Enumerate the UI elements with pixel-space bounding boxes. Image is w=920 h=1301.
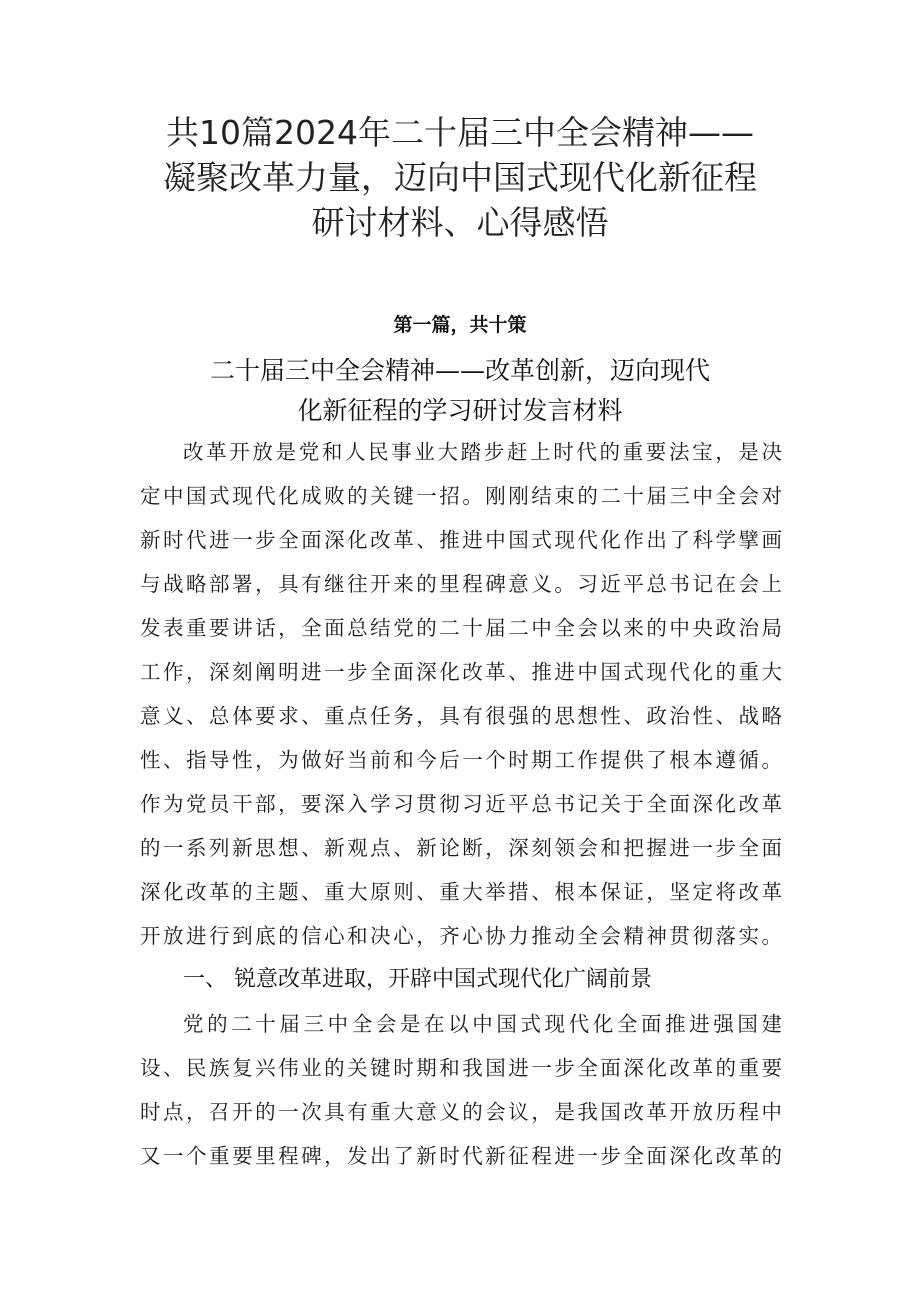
- paragraph-line: 性、指导性，为做好当前和今后一个时期工作提供了根本遵循。: [140, 748, 782, 772]
- paragraph-line: 开放进行到底的信心和决心，齐心协力推动全会精神贯彻落实。: [140, 924, 782, 948]
- document-title-line: 凝聚改革力量，迈向中国式现代化新征程: [163, 158, 757, 197]
- paragraph-line: 工作，深刻阐明进一步全面深化改革、推进中国式现代化的重大: [140, 660, 782, 684]
- paragraph-line: 党的二十届三中全会是在以中国式现代化全面推进强国建: [183, 1012, 782, 1036]
- paragraph-line: 深化改革的主题、重大原则、重大举措、根本保证，坚定将改革: [140, 880, 782, 904]
- paragraph-line: 时点，召开的一次具有重大意义的会议，是我国改革开放历程中: [140, 1100, 782, 1124]
- document-title: [100, 110, 820, 245]
- paragraph-line: 发表重要讲话，全面总结党的二十届二中全会以来的中央政治局: [140, 616, 782, 640]
- section-heading: 一、 锐意改革进取，开辟中国式现代化广阔前景: [183, 967, 652, 992]
- paragraph-line: 又一个重要里程碑，发出了新时代新征程进一步全面深化改革的: [140, 1144, 782, 1168]
- part-label: 第一篇，共十策: [393, 314, 527, 336]
- paragraph-line: 设、民族复兴伟业的关键时期和我国进一步全面深化改革的重要: [140, 1056, 782, 1080]
- paragraph-line: 与战略部署，具有继往开来的里程碑意义。习近平总书记在会上: [140, 572, 782, 596]
- paragraph-line: 改革开放是党和人民事业大踏步赶上时代的重要法宝，是决: [183, 440, 782, 464]
- paragraph-line: 作为党员干部，要深入学习贯彻习近平总书记关于全面深化改革: [140, 792, 782, 816]
- paragraph-line: 的一系列新思想、新观点、新论断，深刻领会和把握进一步全面: [140, 836, 782, 860]
- section-title: [140, 351, 780, 431]
- section-title-line: 化新征程的学习研讨发言材料: [297, 396, 623, 425]
- section-title-line: 二十届三中全会精神——改革创新，迈向现代: [209, 356, 710, 385]
- paragraph-line: 意义、总体要求、重点任务，具有很强的思想性、政治性、战略: [140, 704, 782, 728]
- document-title-line: 研讨材料、心得感悟: [311, 203, 609, 242]
- document-title-line: 共10篇2024年二十届三中全会精神——: [166, 113, 754, 152]
- paragraph-line: 新时代进一步全面深化改革、推进中国式现代化作出了科学擘画: [140, 528, 782, 552]
- paragraph-line: 定中国式现代化成败的关键一招。刚刚结束的二十届三中全会对: [140, 484, 782, 508]
